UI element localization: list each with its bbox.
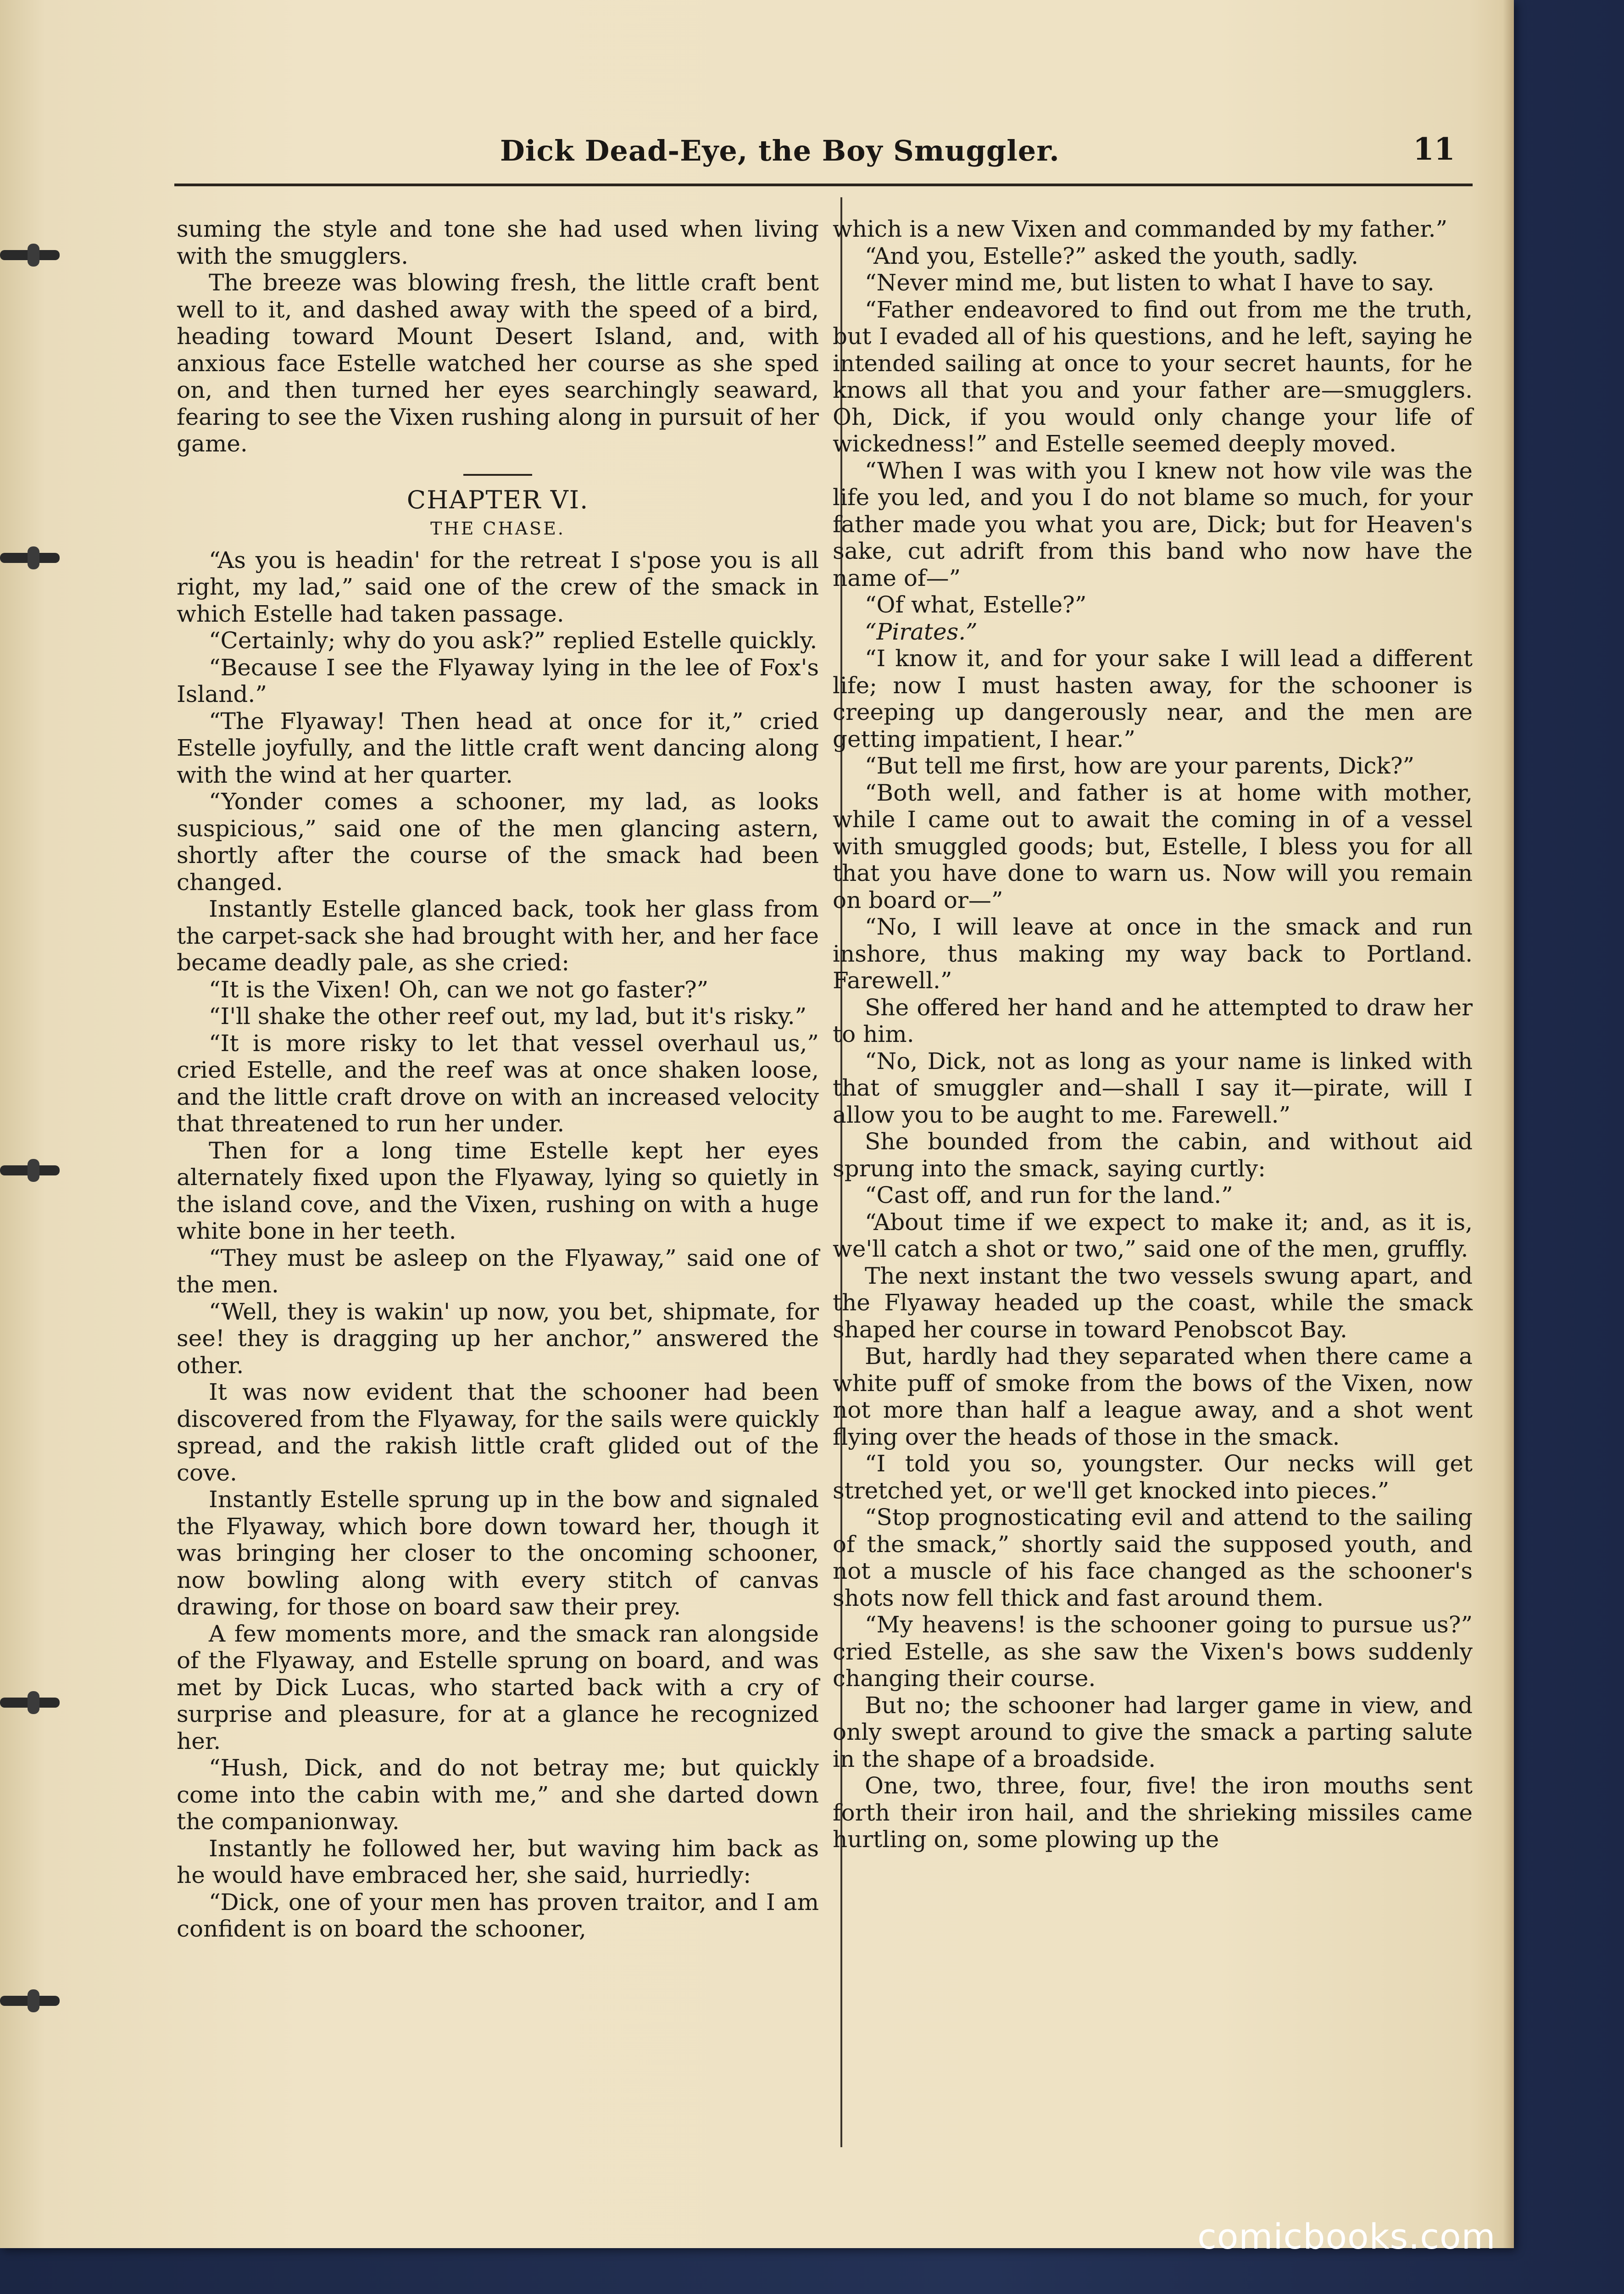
- paragraph: The breeze was blowing fresh, the little craft bent well to it, and dashed away with the speed of a bird, heading toward Mount Desert Island, and, with anxious face Estelle watched her course as she sped on, and then turned her eyes searchingly seaward, fearing to see the Vixen rushing along in pursuit of her game.: [177, 269, 819, 457]
- paragraph: “My heavens! is the schooner going to pursue us?” cried Estelle, as she saw the Vixen's bows suddenly changing their course.: [833, 1611, 1473, 1692]
- header-rule: [174, 184, 1473, 186]
- binding-stitch: [0, 1996, 60, 2006]
- binding-stitch: [0, 1698, 60, 1708]
- paragraph: suming the style and tone she had used when living with the smugglers.: [177, 216, 819, 269]
- paragraph: “Pirates.”: [865, 618, 978, 645]
- paragraph: “Dick, one of your men has proven traitor, and I am confident is on board the schooner,: [177, 1888, 819, 1942]
- paragraph: “Certainly; why do you ask?” replied Estelle quickly.: [209, 627, 818, 654]
- paragraph: “Both well, and father is at home with mother, while I came out to await the coming in of a vessel with smuggled goods; but, Estelle, I bless you for all that you have done to warn us. Now will you remain on board or—”: [833, 779, 1473, 913]
- paragraph: which is a new Vixen and commanded by my father.”: [833, 216, 1448, 242]
- paragraph: A few moments more, and the smack ran alongside of the Flyaway, and Estelle sprung on board, and was met by Dick Lucas, who started back with a cry of surprise and pleasure, for at a glance he recognized her.: [177, 1620, 819, 1754]
- paragraph: “The Flyaway! Then head at once for it,” cried Estelle joyfully, and the little craft went dancing along with the wind at her quarter.: [177, 707, 819, 788]
- chapter-subtitle: THE CHASE.: [430, 518, 565, 539]
- paragraph: She offered her hand and he attempted to draw her to him.: [833, 994, 1473, 1047]
- chapter-title: CHAPTER VI.: [406, 485, 589, 514]
- paragraph: “It is the Vixen! Oh, can we not go faster?”: [209, 976, 709, 1003]
- paragraph: Instantly he followed her, but waving him back as he would have embraced her, she said, hurriedly:: [177, 1835, 819, 1888]
- paragraph: “About time if we expect to make it; and, as it is, we'll catch a shot or two,” said one of the men, gruffly.: [833, 1208, 1473, 1262]
- paragraph: “Well, they is wakin' up now, you bet, shipmate, for see! they is dragging up her anchor,” answered the other.: [177, 1298, 819, 1379]
- paragraph: “Of what, Estelle?”: [865, 591, 1087, 618]
- paragraph: “Never mind me, but listen to what I have to say.: [865, 269, 1435, 296]
- binding-stitch: [0, 250, 60, 260]
- paragraph: It was now evident that the schooner had been discovered from the Flyaway, for the sails were quickly spread, and the rakish little craft glided out of the cove.: [177, 1379, 819, 1486]
- binding-stitch: [0, 1165, 60, 1175]
- paragraph: “As you is headin' for the retreat I s'pose you is all right, my lad,” said one of the crew of the smack in which Estelle had taken passage.: [177, 546, 819, 627]
- right-column: [833, 216, 1473, 1853]
- paragraph: “Father endeavored to find out from me the truth, but I evaded all of his questions, and he left, saying he intended sailing at once to your secret haunts, for he knows all that you and your father are—smugglers. Oh, Dick, if you would only change your life of wickedness!” and Estelle seemed deeply moved.: [833, 296, 1473, 457]
- paragraph: “No, I will leave at once in the smack and run inshore, thus making my way back to Portland. Farewell.”: [833, 913, 1473, 994]
- binding-stitch: [0, 553, 60, 563]
- paragraph: One, two, three, four, five! the iron mouths sent forth their iron hail, and the shrieking missiles came hurtling on, some plowing up the: [833, 1772, 1473, 1853]
- paragraph: But, hardly had they separated when there came a white puff of smoke from the bows of the Vixen, now not more than half a league away, and a shot went flying over the heads of those in the smack.: [833, 1343, 1473, 1450]
- paragraph: “But tell me first, how are your parents, Dick?”: [865, 752, 1415, 779]
- paragraph: “I told you so, youngster. Our necks will get stretched yet, or we'll get knocked into pieces.”: [833, 1450, 1473, 1504]
- paragraph: “No, Dick, not as long as your name is linked with that of smuggler and—shall I say it—pirate, will I allow you to be aught to me. Farewell.”: [833, 1047, 1473, 1128]
- paragraph: “Hush, Dick, and do not betray me; but quickly come into the cabin with me,” and she darted down the companionway.: [177, 1754, 819, 1835]
- left-column: [177, 216, 819, 1943]
- page-number: 11: [1413, 131, 1455, 167]
- paragraph: Instantly Estelle glanced back, took her glass from the carpet-sack she had brought with her, and her face became deadly pale, as she cried:: [177, 896, 819, 976]
- paragraph: “And you, Estelle?” asked the youth, sadly.: [865, 242, 1358, 269]
- paragraph: “It is more risky to let that vessel overhaul us,” cried Estelle, and the reef was at once shaken loose, and the little craft drove on with an increased velocity that threatened to run her under.: [177, 1030, 819, 1137]
- section-rule: [463, 474, 532, 476]
- paragraph: “I know it, and for your sake I will lead a different life; now I must hasten away, for the schooner is creeping up dangerously near, and the men are getting impatient, I hear.”: [833, 645, 1473, 752]
- paragraph: “I'll shake the other reef out, my lad, but it's risky.”: [209, 1003, 807, 1030]
- paragraph: “Stop prognosticating evil and attend to the sailing of the smack,” shortly said the supposed youth, and not a muscle of his face changed as the schooner's shots now fell thick and fast around them.: [833, 1504, 1473, 1611]
- paragraph: She bounded from the cabin, and without aid sprung into the smack, saying curtly:: [833, 1128, 1473, 1182]
- paragraph: The next instant the two vessels swung apart, and the Flyaway headed up the coast, while the smack shaped her course in toward Penobscot Bay.: [833, 1262, 1473, 1343]
- site-watermark: comicbooks.com: [1197, 2216, 1496, 2257]
- paragraph: “They must be asleep on the Flyaway,” said one of the men.: [177, 1244, 819, 1298]
- paragraph: But no; the schooner had larger game in view, and only swept around to give the smack a parting salute in the shape of a broadside.: [833, 1692, 1473, 1772]
- paragraph: Instantly Estelle sprung up in the bow and signaled the Flyaway, which bore down toward her, though it was bringing her closer to the oncoming schooner, now bowling along with every stitch of canvas drawing, for those on board saw their prey.: [177, 1486, 819, 1620]
- paragraph: Then for a long time Estelle kept her eyes alternately fixed upon the Flyaway, lying so quietly in the island cove, and the Vixen, rushing on with a huge white bone in her teeth.: [177, 1137, 819, 1244]
- running-header-title: Dick Dead-Eye, the Boy Smuggler.: [500, 134, 1060, 167]
- paragraph: “Cast off, and run for the land.”: [865, 1182, 1233, 1208]
- paragraph: “Because I see the Flyaway lying in the lee of Fox's Island.”: [177, 654, 819, 707]
- paragraph: “When I was with you I knew not how vile was the life you led, and you I do not blame so much, for your father made you what you are, Dick; but for Heaven's sake, cut adrift from this band who now have the name of—”: [833, 457, 1473, 591]
- paragraph: “Yonder comes a schooner, my lad, as looks suspicious,” said one of the men glancing astern, shortly after the course of the smack had been changed.: [177, 788, 819, 896]
